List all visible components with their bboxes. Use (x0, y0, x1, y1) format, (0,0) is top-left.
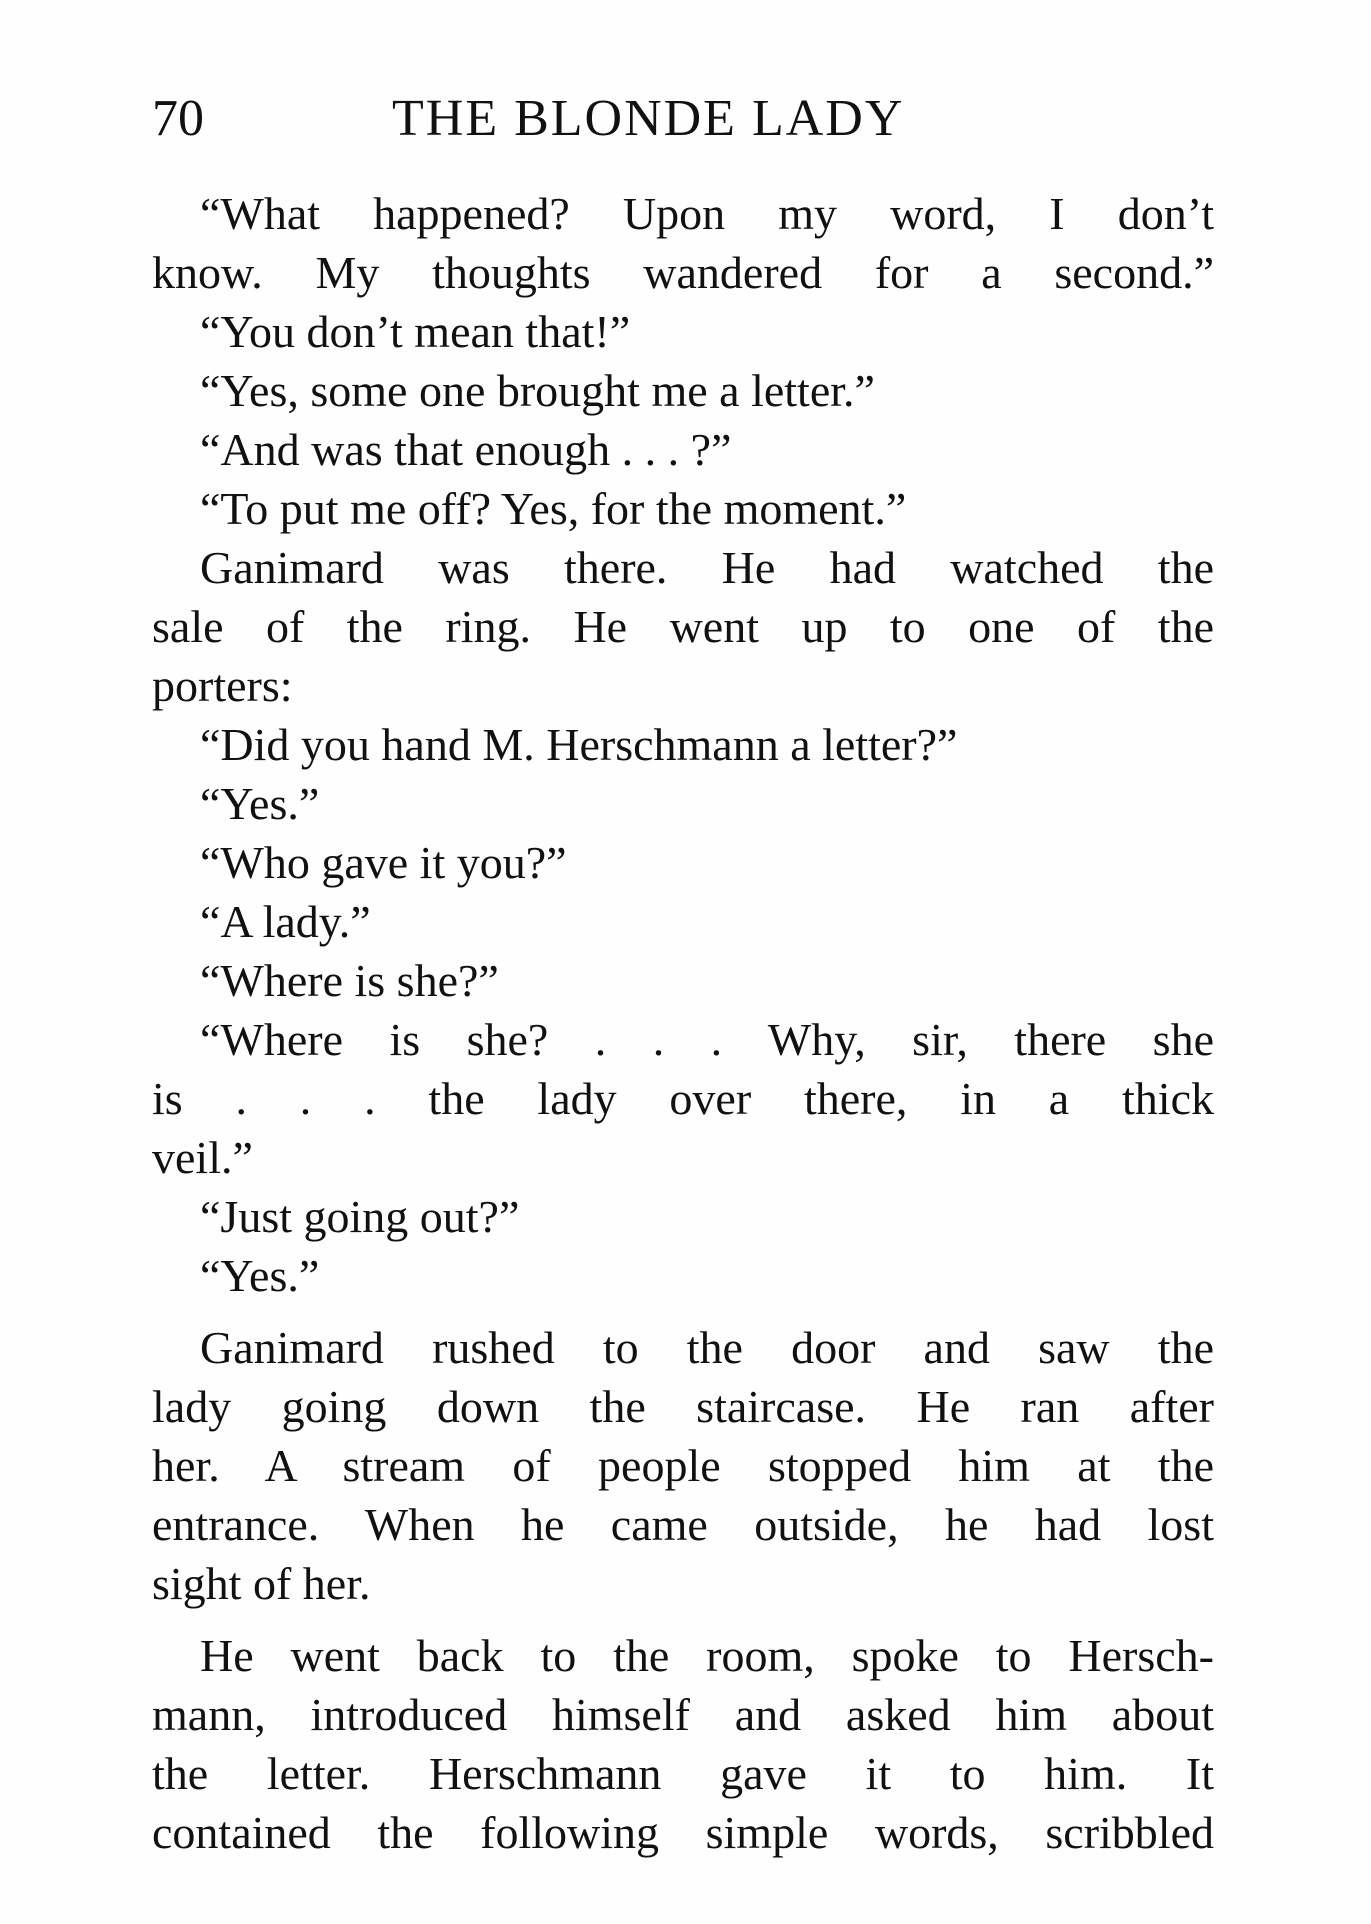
text-line: “Just going out?” (200, 1191, 520, 1242)
text-line: “Where is she? . . . Why, sir, there she (200, 1014, 1214, 1065)
text-line: porters: (152, 660, 293, 711)
text-line: He went back to the room, spoke to Hersch- (200, 1630, 1214, 1681)
text-line: the letter. Herschmann gave it to him. It (152, 1748, 1214, 1799)
text-line: “A lady.” (200, 896, 371, 947)
text-line: is . . . the lady over there, in a thick (152, 1073, 1214, 1124)
text-line: know. My thoughts wandered for a second.” (152, 247, 1214, 298)
text-line: “You don’t mean that!” (200, 306, 631, 357)
text-line: Ganimard rushed to the door and saw the (200, 1322, 1214, 1373)
text-line: “Yes, some one brought me a letter.” (200, 365, 875, 416)
text-line: “To put me off? Yes, for the moment.” (200, 483, 907, 534)
text-line: mann, introduced himself and asked him about (152, 1689, 1214, 1740)
text-line: “Where is she?” (200, 955, 499, 1006)
text-line: veil.” (152, 1132, 253, 1183)
text-line: “Did you hand M. Herschmann a letter?” (200, 719, 958, 770)
text-line: sight of her. (152, 1558, 371, 1609)
text-line: entrance. When he came outside, he had lost (152, 1499, 1214, 1550)
page-number: 70 (152, 90, 204, 147)
page-header (152, 84, 1212, 154)
text-line: “Who gave it you?” (200, 837, 567, 888)
text-line: contained the following simple words, scribbled (152, 1807, 1214, 1858)
text-line: her. A stream of people stopped him at the (152, 1440, 1214, 1491)
text-line: Ganimard was there. He had watched the (200, 542, 1214, 593)
text-line: “Yes.” (200, 778, 320, 829)
body-text (152, 184, 1214, 1862)
text-line: “Yes.” (200, 1250, 320, 1301)
text-line: sale of the ring. He went up to one of the (152, 601, 1214, 652)
text-line: lady going down the staircase. He ran after (152, 1381, 1214, 1432)
text-line: “And was that enough . . . ?” (200, 424, 732, 475)
running-title: THE BLONDE LADY (392, 90, 905, 147)
text-line: “What happened? Upon my word, I don’t (200, 188, 1214, 239)
